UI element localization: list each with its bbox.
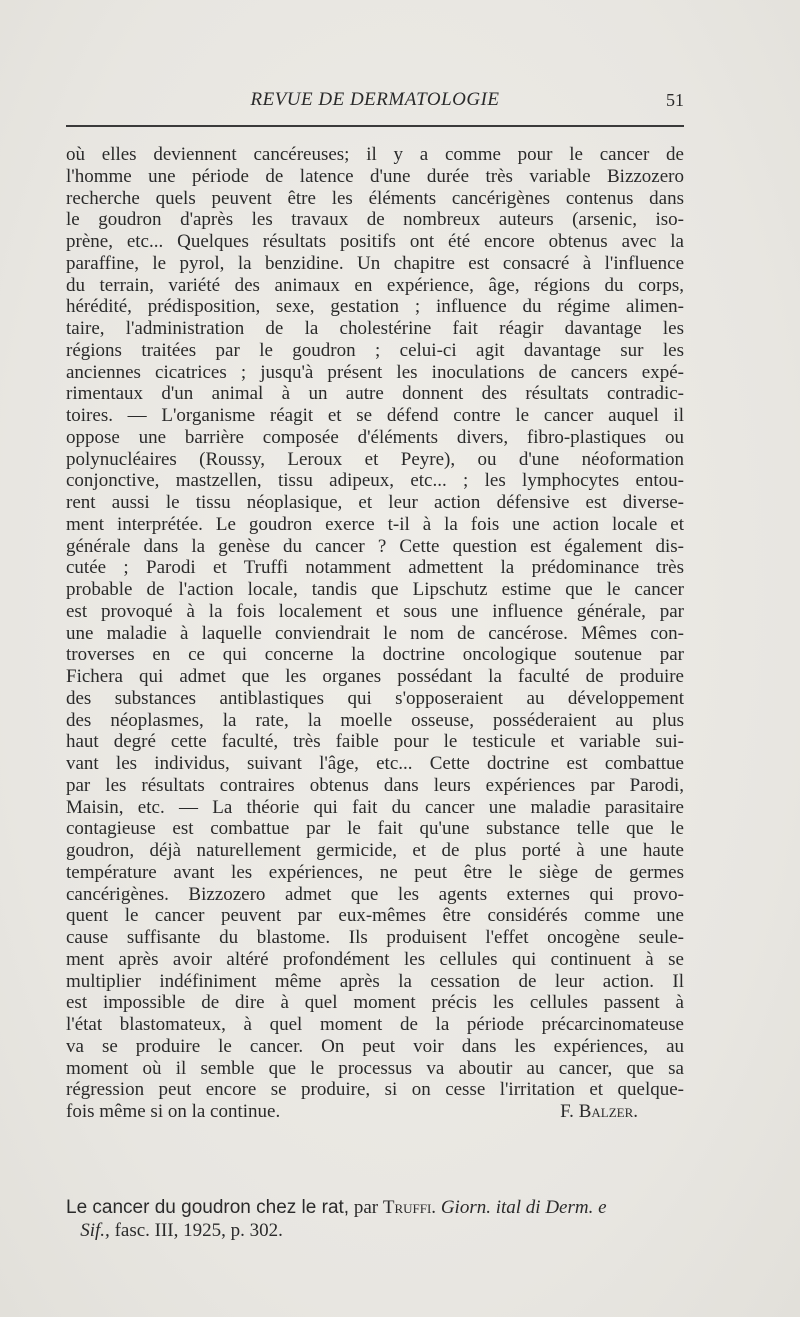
running-title: REVUE DE DERMATOLOGIE [250, 89, 500, 110]
article-body [66, 144, 684, 1123]
body-line: va se produire le cancer. On peut voir dans les expériences, au [66, 1035, 684, 1057]
signature-initial: F. [560, 1101, 579, 1122]
body-line: est impossible de dire à quel moment précis les cellules passent à [66, 992, 684, 1014]
review-author: Truffi. [382, 1197, 437, 1218]
body-line: l'homme une période de latence d'une durée très variable Bizzozero [66, 165, 684, 187]
author-signature [560, 1101, 684, 1123]
review-journal-cont: Sif., [80, 1220, 110, 1241]
body-line: l'état blastomateux, à quel moment de la période précarcinomateuse [66, 1014, 684, 1035]
body-line: recherche quels peuvent être les éléments cancérigènes contenus dans [66, 187, 684, 209]
body-line: une maladie à laquelle conviendrait le nom de cancérose. Mêmes con- [66, 622, 684, 644]
header-rule [66, 125, 684, 127]
next-review-entry [66, 1196, 706, 1242]
body-line: paraffine, le pyrol, la benzidine. Un chapitre est consacré à l'influence [66, 252, 684, 274]
body-line: prène, etc... Quelques résultats positifs ont été encore obtenus avec la [66, 231, 684, 252]
body-line: toires. — L'organisme réagit et se défend contre le cancer auquel il [66, 405, 684, 426]
body-line: cause suffisante du blastome. Ils produisent l'effet oncogène seule- [66, 927, 684, 948]
body-line: troverses en ce qui concerne la doctrine oncologique soutenue par [66, 644, 684, 666]
body-line: hérédité, prédisposition, sexe, gestation ; influence du régime alimen- [66, 296, 684, 318]
body-line: conjonctive, mastzellen, tissu adipeux, etc... ; les lymphocytes entou- [66, 470, 684, 492]
body-line: goudron, déjà naturellement germicide, et de plus porté à une haute [66, 840, 684, 861]
body-line-last: fois même si on la continue. [66, 1101, 281, 1122]
body-line: générale dans la genèse du cancer ? Cette question est également dis- [66, 535, 684, 557]
page-number: 51 [666, 90, 684, 110]
body-line: haut degré cette faculté, très faible pour le testicule et variable sui- [66, 731, 684, 753]
body-line: anciennes cicatrices ; jusqu'à présent les inoculations de cancers expé- [66, 361, 684, 383]
review-line-1 [66, 1196, 706, 1219]
body-line: vant les individus, suivant l'âge, etc... Cette doctrine est combattue [66, 753, 684, 774]
body-line: moment où il semble que le processus va aboutir au cancer, que sa [66, 1057, 684, 1079]
body-line: rimentaux d'un animal à un autre donnent des résultats contradic- [66, 383, 684, 405]
body-line: taire, l'administration de la cholestérine fait réagir davantage les [66, 318, 684, 339]
body-line: où elles deviennent cancéreuses; il y a comme pour le cancer de [66, 144, 684, 165]
body-line: est provoqué à la fois localement et sous une influence générale, par [66, 600, 684, 622]
review-title: Le cancer du goudron chez le rat, [66, 1197, 350, 1218]
body-line: cancérigènes. Bizzozero admet que les agents externes qui provo- [66, 883, 684, 905]
review-journal: Giorn. ital di Derm. e [436, 1197, 607, 1218]
body-line: le goudron d'après les travaux de nombreux auteurs (arsenic, iso- [66, 209, 684, 231]
body-line: oppose une barrière composée d'éléments divers, fibro-plastiques ou [66, 426, 684, 448]
closing-line [66, 1101, 684, 1123]
review-details: fasc. III, 1925, p. 302. [109, 1220, 283, 1241]
body-line: contagieuse est combattue par le fait qu'une substance telle que le [66, 818, 684, 840]
body-line: multiplier indéfiniment même après la cessation de leur action. Il [66, 970, 684, 992]
signature-name: Balzer. [578, 1101, 638, 1122]
body-line: régression peut encore se produire, si on cesse l'irritation et quelque- [66, 1079, 684, 1101]
page-header [66, 89, 684, 117]
body-line: des substances antiblastiques qui s'opposeraient au développement [66, 687, 684, 709]
body-line: quent le cancer peuvent par eux-mêmes être considérés comme une [66, 905, 684, 927]
review-line-2 [66, 1219, 706, 1242]
body-line: par les résultats contraires obtenus dans leurs expériences par Parodi, [66, 774, 684, 796]
body-line: régions traitées par le goudron ; celui-ci agit davantage sur les [66, 339, 684, 361]
body-line: température avant les expériences, ne peut être le siège de germes [66, 861, 684, 883]
body-line: rent aussi le tissu néoplasique, et leur action défensive est diverse- [66, 492, 684, 513]
body-line: cutée ; Parodi et Truffi notamment admettent la prédominance très [66, 557, 684, 579]
body-line: probable de l'action locale, tandis que Lipschutz estime que le cancer [66, 579, 684, 600]
body-line: polynucléaires (Roussy, Leroux et Peyre), ou d'une néoformation [66, 448, 684, 470]
review-by: par [349, 1197, 383, 1218]
body-line: Maisin, etc. — La théorie qui fait du cancer une maladie parasitaire [66, 796, 684, 818]
body-line: Fichera qui admet que les organes possédant la faculté de produire [66, 666, 684, 687]
body-line: ment après avoir altéré profondément les cellules qui continuent à se [66, 948, 684, 970]
body-line: des néoplasmes, la rate, la moelle osseuse, posséderaient au plus [66, 709, 684, 731]
body-line: ment interprétée. Le goudron exerce t-il à la fois une action locale et [66, 513, 684, 535]
body-line: du terrain, variété des animaux en expérience, âge, régions du corps, [66, 274, 684, 296]
